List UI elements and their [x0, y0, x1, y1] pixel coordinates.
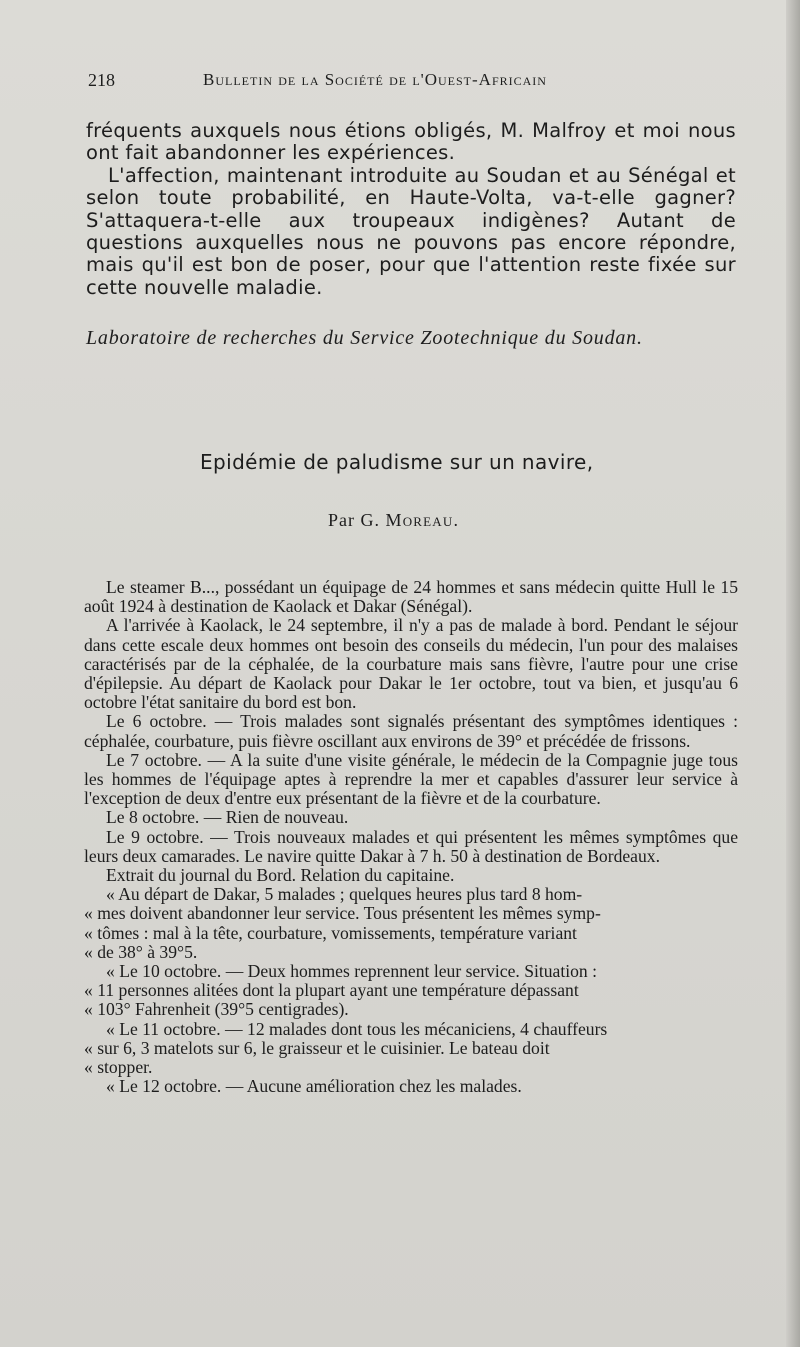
- body-paragraph: Extrait du journal du Bord. Relation du capitaine.: [106, 865, 455, 886]
- article-title: Epidémie de paludisme sur un navire,: [200, 450, 594, 474]
- byline-prefix: Par G.: [328, 510, 380, 530]
- quote-line: « 11 personnes alitées dont la plupart ayant une température dépassant: [84, 980, 579, 1001]
- quote-line: « stopper.: [84, 1057, 153, 1078]
- body-paragraph: Le 6 octobre. — Trois malades sont signalés présentant des symptômes identiques : céphalée, courbature, puis fièvre oscillant aux environs de 39° et précédée de frissons.: [84, 711, 738, 751]
- running-title: Bulletin de la Société de l'Ouest-Africain: [203, 70, 547, 89]
- page-header: [88, 70, 728, 98]
- body-paragraph: Le steamer B..., possédant un équipage de 24 hommes et sans médecin quitte Hull le 15 août 1924 à destination de Kaolack et Dakar (Sénégal).: [84, 577, 738, 617]
- article-byline: [328, 510, 628, 531]
- author-name: Moreau.: [385, 510, 460, 530]
- page-edge-shadow: [786, 0, 800, 1347]
- quote-line: « sur 6, 3 matelots sur 6, le graisseur et le cuisinier. Le bateau doit: [84, 1037, 550, 1058]
- body-paragraph: Le 7 octobre. — A la suite d'une visite générale, le médecin de la Compagnie juge tous les hommes de l'équipage aptes à reprendre la mer et capables d'assurer leur service à l'exception de deux d'entre eux présentant de la fièvre et de la courbature.: [84, 749, 738, 809]
- quote-line: « Le 10 octobre. — Deux hommes reprennent leur service. Situation :: [106, 961, 598, 982]
- body-paragraph: Le 8 octobre. — Rien de nouveau.: [106, 807, 349, 828]
- paragraph: fréquents auxquels nous étions obligés, M. Malfroy et moi nous ont fait abandonner les expériences.: [86, 119, 736, 165]
- quote-line: « mes doivent abandonner leur service. Tous présentent les mêmes symp-: [84, 903, 601, 924]
- article-body: [84, 578, 738, 1096]
- previous-article-text: [86, 120, 736, 299]
- signature-line: Laboratoire de recherches du Service Zootechnique du Soudan.: [86, 327, 643, 349]
- body-paragraph: Le 9 octobre. — Trois nouveaux malades et qui présentent les mêmes symptômes que leurs deux camarades. Le navire quitte Dakar à 7 h. 50 à destination de Bordeaux.: [84, 826, 738, 866]
- quote-line: « de 38° à 39°5.: [84, 941, 198, 962]
- page-number: 218: [88, 70, 115, 90]
- quote-line: « tômes : mal à la tête, courbature, vomissements, température variant: [84, 922, 577, 943]
- quote-line: « Le 11 octobre. — 12 malades dont tous les mécaniciens, 4 chauffeurs: [106, 1018, 608, 1039]
- body-paragraph: A l'arrivée à Kaolack, le 24 septembre, il n'y a pas de malade à bord. Pendant le séjour dans cette escale deux hommes ont besoin des conseils du médecin, l'un pour des malaises caractérisés par de la céphalée, de la courbature mais sans fièvre, l'autre pour une crise d'épilepsie. Au départ de Kaolack pour Dakar le 1er octobre, tout va bien, et jusqu'au 6 octobre l'état sanitaire du bord est bon.: [84, 615, 738, 713]
- quote-line: « Le 12 octobre. — Aucune amélioration chez les malades.: [106, 1076, 522, 1097]
- paragraph: L'affection, maintenant introduite au Soudan et au Sénégal et selon toute probabilité, en Haute-Volta, va-t-elle gagner? S'attaquera-t-elle aux troupeaux indigènes? Autant de questions auxquelles nous ne pouvons pas encore répondre, mais qu'il est bon de poser, pour que l'attention reste fixée sur cette nouvelle maladie.: [86, 163, 736, 299]
- quote-line: « Au départ de Dakar, 5 malades ; quelques heures plus tard 8 hom-: [106, 884, 583, 905]
- quote-line: « 103° Fahrenheit (39°5 centigrades).: [84, 999, 349, 1020]
